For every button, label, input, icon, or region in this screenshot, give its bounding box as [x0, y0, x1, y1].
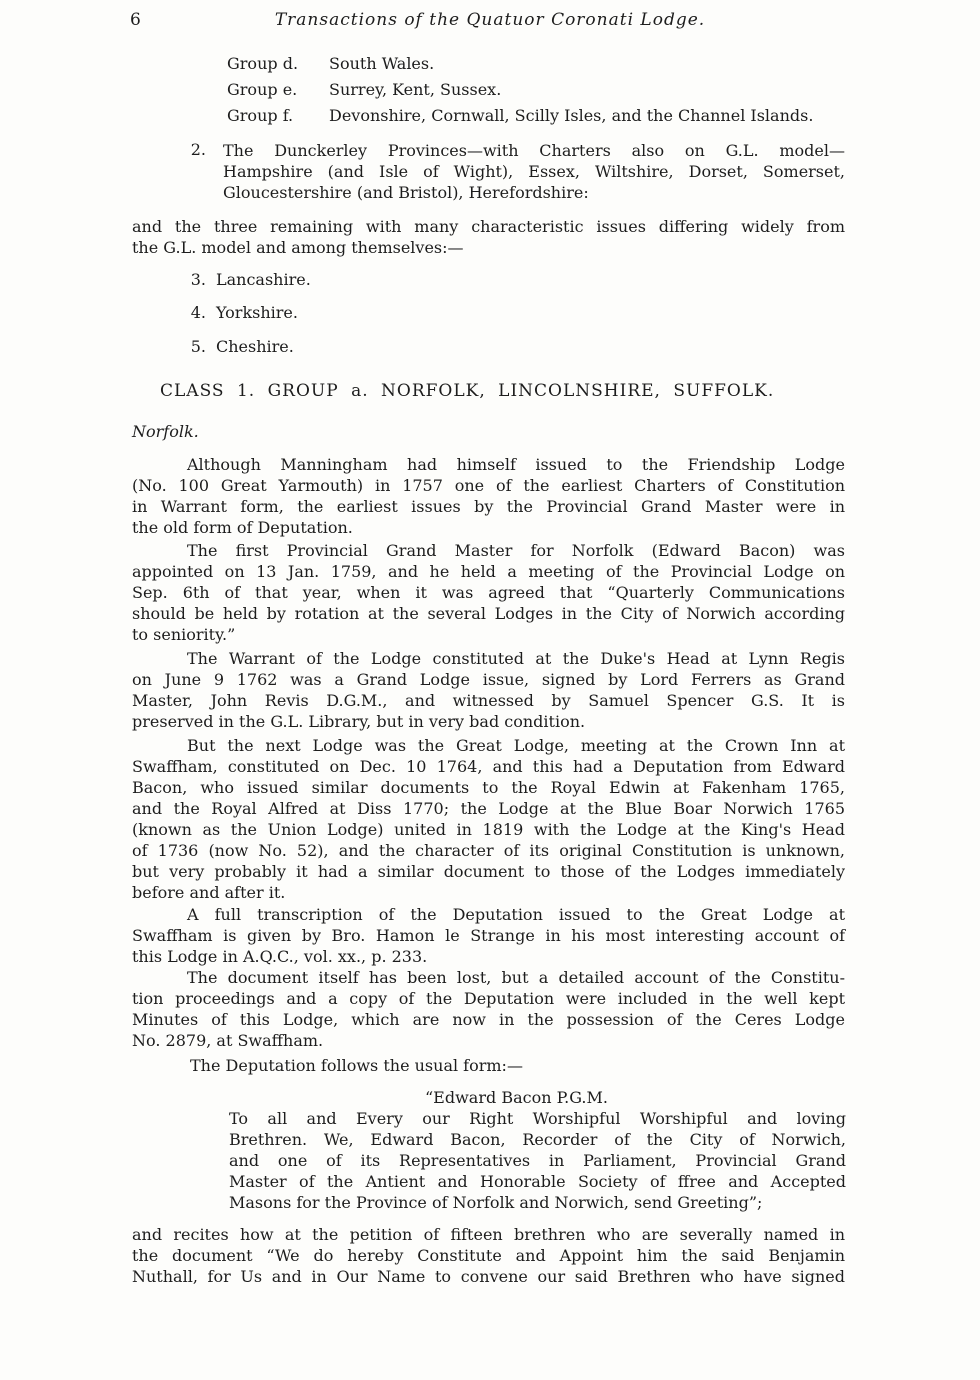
- body-line: preserved in the G.L. Library, but in very bad condition.: [132, 712, 586, 731]
- class-heading: CLASS 1. GROUP a. NORFOLK, LINCOLNSHIRE, SUFFOLK.: [160, 381, 775, 401]
- body-line: the old form of Deputation.: [132, 518, 353, 537]
- body-line: The Warrant of the Lodge constituted at the Duke's Head at Lynn Regis: [187, 649, 845, 668]
- body-line: and the three remaining with many characteristic issues differing widely from: [132, 217, 845, 236]
- running-title: Transactions of the Quatuor Coronati Lodge.: [274, 10, 706, 30]
- body-line: the document “We do hereby Constitute and Appoint him the said Benjamin: [132, 1246, 845, 1265]
- group-row: [227, 54, 434, 73]
- body-line: Swaffham, constituted on Dec. 10 1764, and this had a Deputation from Edward: [132, 757, 845, 776]
- body-line: Nuthall, for Us and in Our Name to convene our said Brethren who have signed: [132, 1267, 845, 1286]
- quote-line: To all and Every our Right Worshipful Worshipful and loving: [229, 1109, 846, 1128]
- body-line: tion proceedings and a copy of the Deputation were included in the well kept: [132, 989, 845, 1008]
- body-line: No. 2879, at Swaffham.: [132, 1031, 324, 1050]
- body-line: of 1736 (now No. 52), and the character of its original Constitution is unknown,: [132, 841, 845, 860]
- body-line: should be held by rotation at the several Lodges in the City of Norwich according: [132, 604, 845, 623]
- quote-line: Master of the Antient and Honorable Society of ffree and Accepted: [229, 1172, 846, 1191]
- item-line: Gloucestershire (and Bristol), Herefordshire:: [223, 183, 589, 202]
- body-line: this Lodge in A.Q.C., vol. xx., p. 233.: [132, 947, 428, 966]
- group-text: Devonshire, Cornwall, Scilly Isles, and the Channel Islands.: [329, 106, 814, 125]
- list-item: 4. Yorkshire.: [190, 303, 298, 322]
- quote-heading: “Edward Bacon P.G.M.: [425, 1088, 608, 1107]
- body-line: Although Manningham had himself issued to the Friendship Lodge: [187, 455, 845, 474]
- body-line: Bacon, who issued similar documents to the Royal Edwin at Fakenham 1765,: [132, 778, 845, 797]
- group-text: South Wales.: [329, 54, 435, 73]
- body-line: and the Royal Alfred at Diss 1770; the Lodge at the Blue Boar Norwich 1765: [132, 799, 845, 818]
- body-line: A full transcription of the Deputation issued to the Great Lodge at: [187, 905, 845, 924]
- body-line: on June 9 1762 was a Grand Lodge issue, signed by Lord Ferrers as Grand: [132, 670, 845, 689]
- body-line: The document itself has been lost, but a detailed account of the Constitu-: [187, 968, 845, 987]
- page-number: 6: [130, 10, 141, 30]
- quote-line: Brethren. We, Edward Bacon, Recorder of the City of Norwich,: [229, 1130, 846, 1149]
- numbered-item-number: 2.: [190, 140, 206, 159]
- group-label: Group d.: [227, 54, 299, 73]
- group-label: Group e.: [227, 80, 298, 99]
- group-row: [227, 80, 501, 99]
- item-line: The Dunckerley Provinces—with Charters also on G.L. model—: [223, 141, 845, 160]
- body-line: Minutes of this Lodge, which are now in the possession of the Ceres Lodge: [132, 1010, 845, 1029]
- body-line: Swaffham is given by Bro. Hamon le Strange in his most interesting account of: [132, 926, 845, 945]
- body-line: (No. 100 Great Yarmouth) in 1757 one of the earliest Charters of Constitution: [132, 476, 845, 495]
- body-line: and recites how at the petition of fifteen brethren who are severally named in: [132, 1225, 845, 1244]
- body-line: to seniority.”: [132, 625, 236, 644]
- body-line: appointed on 13 Jan. 1759, and he held a meeting of the Provincial Lodge on: [132, 562, 845, 581]
- page-header: [130, 10, 850, 34]
- section-subheading: Norfolk.: [132, 422, 199, 441]
- body-line: before and after it.: [132, 883, 286, 902]
- body-line: The Deputation follows the usual form:—: [190, 1056, 523, 1075]
- group-text: Surrey, Kent, Sussex.: [329, 80, 502, 99]
- group-row: [227, 106, 813, 125]
- body-line: Master, John Revis D.G.M., and witnessed by Samuel Spencer G.S. It is: [132, 691, 845, 710]
- body-line: Sep. 6th of that year, when it was agreed that “Quarterly Communications: [132, 583, 845, 602]
- body-line: But the next Lodge was the Great Lodge, meeting at the Crown Inn at: [187, 736, 845, 755]
- list-item: 3. Lancashire.: [190, 270, 311, 289]
- body-line: in Warrant form, the earliest issues by the Provincial Grand Master were in: [132, 497, 845, 516]
- body-line: the G.L. model and among themselves:—: [132, 238, 464, 257]
- list-item: 5. Cheshire.: [190, 337, 294, 356]
- body-line: (known as the Union Lodge) united in 1819 with the Lodge at the King's Head: [132, 820, 845, 839]
- body-line: The first Provincial Grand Master for Norfolk (Edward Bacon) was: [187, 541, 845, 560]
- item-line: Hampshire (and Isle of Wight), Essex, Wiltshire, Dorset, Somerset,: [223, 162, 845, 181]
- group-label: Group f.: [227, 106, 294, 125]
- quote-line: and one of its Representatives in Parliament, Provincial Grand: [229, 1151, 846, 1170]
- quote-line: Masons for the Province of Norfolk and Norwich, send Greeting”;: [229, 1193, 763, 1212]
- body-line: but very probably it had a similar document to those of the Lodges immediately: [132, 862, 845, 881]
